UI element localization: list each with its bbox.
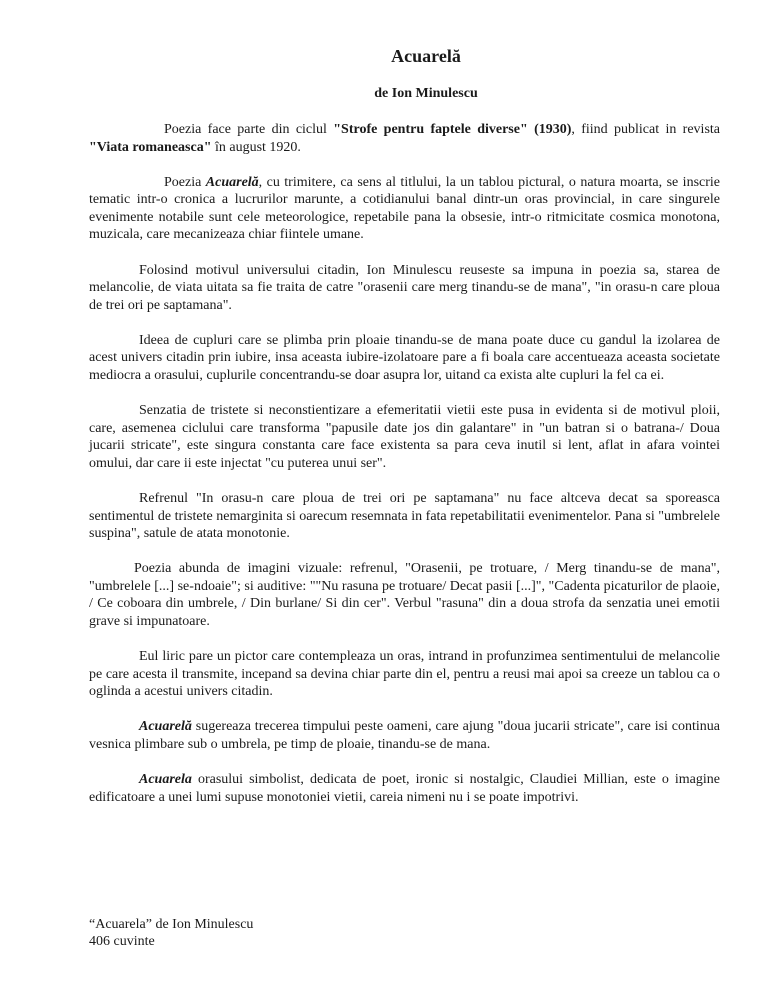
paragraph-6: Refrenul "In orasu-n care ploua de trei ori pe saptamana" nu face altceva decat sa sporeasca sentimentul de tristete nemarginita si oarecum resemnata in fata repetabilitatii evenimentelor. Pana si "umbrelele suspina", satule de atata monotonie. — [89, 491, 720, 542]
paragraph-2 — [89, 174, 720, 244]
paragraph-9 — [89, 718, 720, 753]
paragraph-1-text-e: în august 1920. — [211, 139, 301, 155]
poem-title-inline: Acuarelă — [139, 719, 192, 735]
footer-title: “Acuarela” de Ion Minulescu — [89, 917, 254, 932]
document-title: Acuarelă — [391, 46, 461, 66]
paragraph-8: Eul liric pare un pictor care contempleaza un oras, intrand in profunzimea sentimentului de melancolie pe care acesta il transmite, incepand sa devina chiar parte din el, pentru a reusi mai apoi sa creeze un tablou ca o oglinda a acestui univers citadin. — [89, 649, 720, 700]
paragraph-3: Folosind motivul universului citadin, Ion Minulescu reuseste sa impuna in poezia sa, starea de melancolie, de viata uitata sa fie traita de catre "orasenii care merg tinandu-se de mana", "in orasu-n care ploua de trei ori pe saptamana". — [89, 262, 720, 313]
author-line: de Ion Minulescu — [374, 86, 478, 101]
paragraph-2-text-c: , cu trimitere, ca sens al titlului, la un tablou pictural, o natura moarta, se inscrie tematic intr-o cronica a lucrurilor marunte, a cotidianului banal dintr-un oras provincial, in care singurele evenimente notabile sunt cele meteorologice, repetabile pana la obsesie, intr-o ritmicitate cosmica monotona, muzicala, care mecanizeaza chiar fiintele umane. — [89, 174, 721, 243]
cycle-title: "Strofe pentru faptele diverse" (1930) — [333, 122, 572, 137]
word-count: 406 cuvinte — [89, 934, 155, 949]
paragraph-7: Poezia abunda de imagini vizuale: refrenul, "Orasenii, pe trotuare, / Merg tinandu-se de mana", "umbrelele [...] se-ndoaie"; si auditive: ""Nu rasuna pe trotuare/ Decat pasii [...]", "Cadenta picaturilor de plaoie, / Ce coboara din umbrele, / Din burlane/ Si din cer". Verbul "rasuna" din a doua strofa da senzatia unei emotii grave si impunatoare. — [89, 561, 720, 630]
magazine-title: "Viata romaneasca" — [89, 139, 212, 155]
paragraph-9-text: sugereaza trecerea timpului peste oameni, care ajung "doua jucarii stricate", care isi continua vesnica plimbare sub o umbrela, pe timp de ploaie, tinandu-se de mana. — [89, 719, 720, 753]
paragraph-10 — [89, 771, 720, 806]
document-footer — [89, 916, 253, 950]
paragraph-2-text-a: Poezia — [164, 174, 206, 190]
document-body — [89, 121, 720, 824]
poem-title-inline: Acuarelă — [205, 174, 259, 190]
paragraph-10-text: orasului simbolist, dedicata de poet, ironic si nostalgic, Claudiei Millian, este o imagine edificatoare a unei lumi supuse monotoniei vietii, careia nimeni nu i se poate impotrivi. — [89, 772, 720, 805]
paragraph-1 — [89, 121, 720, 156]
paragraph-1-text-c: , fiind publicat in revista — [571, 122, 720, 137]
paragraph-1-text-a: Poezia face parte din ciclul — [164, 122, 334, 137]
paragraph-4: Ideea de cupluri care se plimba prin ploaie tinandu-se de mana poate duce cu gandul la izolarea de acest univers citadin prin iubire, insa aceasta iubire-izolatoare pare a fi boala care accentueaza aceasta societate mediocra a orasului, cuplurile concentrandu-se doar asupra lor, uitand ca exista alte cupluri la fel ca ei. — [89, 332, 720, 384]
paragraph-5: Senzatia de tristete si neconstientizare a efemeritatii vietii este pusa in evidenta si de motivul ploii, care, asemenea ciclului care transforma "papusile date jos din galantare" in "un batran si o batrana-/ Doua jucarii stricate", este singura constanta care face existenta sa para ceva inutil si lent, aflat in afara vointei omului, dar care ii este injectat "cu puterea unui ser". — [89, 403, 720, 471]
poem-title-inline: Acuarela — [139, 772, 192, 788]
